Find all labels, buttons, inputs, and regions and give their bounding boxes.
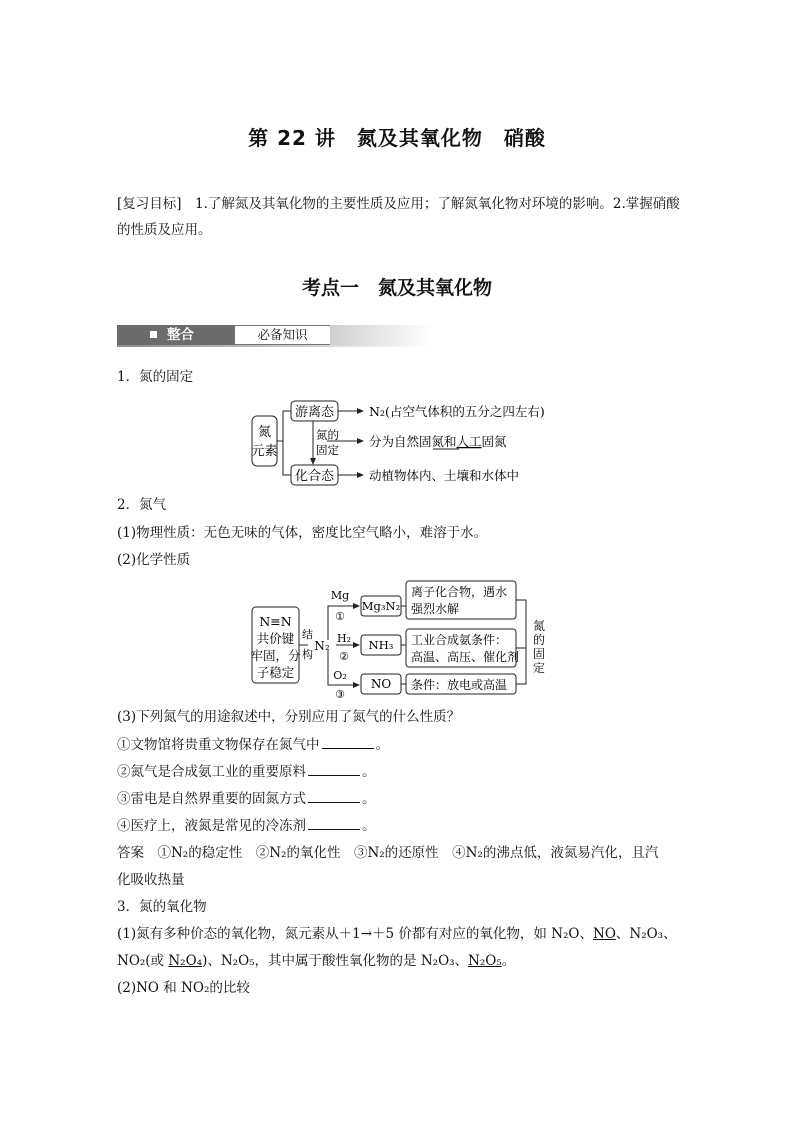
combined-state-label: 化合态 [294,469,335,484]
fixation-char-1: 氮 [532,619,546,633]
h2-reagent: H₂ [336,632,352,645]
fixation-char-4: 定 [532,661,546,675]
oxides-text-2b: )、N₂O₅，其中属于酸性氧化物的是 N₂O₃、 [202,953,469,969]
stability-line-3: 牢固，分 [250,648,301,663]
element-label-2: 元素 [251,444,278,459]
banner-right: 必备知识 [234,325,331,345]
answer-blank-2 [308,761,360,776]
answer-label: 答案 [117,845,144,861]
underlined-no: NO [593,926,616,942]
fixation-label-2: 固定 [316,443,339,457]
underlined-n2o5: N₂O₅ [468,953,502,969]
fixation-char-3: 固 [532,647,546,661]
fixation-bracket [516,600,526,684]
banner-fade [330,325,432,345]
heading-nitrogen-oxides: 3．氮的氧化物 [117,899,207,915]
objectives-label: [复习目标] [117,196,182,212]
chemical-properties-heading: (2)化学性质 [117,552,191,568]
oxides-text-2a: NO₂(或 [117,953,169,969]
note2-line-2: 高温、高压、催化剂 [411,650,520,664]
element-label-1: 氮 [257,425,272,440]
no-no2-comparison-heading: (2)NO 和 NO₂的比较 [117,980,250,996]
question-intro: (3)下列氮气的用途叙述中，分别应用了氮气的什么性质？ [117,709,461,725]
objectives-text: 1.了解氮及其氧化物的主要性质及应用；了解氮氧化物对环境的影响。2.掌握硝酸的性质及应用。 [117,196,680,238]
period: 。 [362,764,376,780]
question-2-text: ②氮气是合成氨工业的重要原料 [117,764,306,780]
reaction-2-marker: ② [339,650,349,663]
oxides-paragraph-2 [117,950,515,972]
answer-blank-4 [308,815,360,830]
period: 。 [375,737,389,753]
reaction-3-marker: ③ [335,688,345,700]
note2-line-1: 工业合成氨条件： [411,633,508,647]
question-1 [117,734,389,756]
chemical-properties-diagram [246,576,556,700]
underlined-n2o4: N₂O₄ [168,953,203,969]
section-title: 考点一 氮及其氧化物 [301,277,492,299]
fixation-label-1: 氮的 [316,428,339,442]
stability-line-1: N≡N [259,614,292,629]
question-4 [117,815,376,837]
question-1-text: ①文物馆将贵重文物保存在氮气中 [117,737,320,753]
answer-line-1 [117,842,658,864]
oxides-paragraph-1 [117,923,677,945]
note3-label: 条件：放电或高温 [411,678,508,692]
period: 。 [362,791,376,807]
question-4-text: ④医疗上，液氮是常见的冷冻剂 [117,818,306,834]
nh3-label: NH₃ [368,638,394,652]
question-2 [117,761,376,783]
structure-label-2: 构 [302,648,313,661]
oxides-text-1a: (1)氮有多种价态的氧化物，氮元素从＋1→＋5 价都有对应的氧化物，如 N₂O、 [117,926,593,942]
answer-text-1: ①N₂的稳定性 ②N₂的氧化性 ③N₂的还原性 ④N₂的沸点低，液氮易汽化，且汽 [144,845,659,861]
section-banner [117,325,432,347]
nitrogen-fixation-diagram [245,393,565,489]
question-3-text: ③雷电是自然界重要的固氮方式 [117,791,306,807]
no-label: NO [370,677,392,691]
o2-reagent: O₂ [333,669,347,682]
answer-blank-1 [322,734,374,749]
reaction-1-marker: ① [335,610,345,623]
answer-blank-3 [308,788,360,803]
question-3 [117,788,376,810]
fixation-note-post: 固氮 [481,434,507,449]
note1-line-2: 强烈水解 [411,602,460,616]
period: 。 [362,818,376,834]
mg-reagent: Mg [330,589,350,602]
free-state-label: 游离态 [294,405,335,420]
note1-line-1: 离子化合物，遇水 [411,585,508,599]
fixation-note [369,434,507,449]
combined-state-note: 动植物体内、土壤和水体中 [369,468,520,483]
mg3n2-label: Mg₃N₂ [361,599,401,613]
page-title: 第 22 讲 氮及其氧化物 硝酸 [248,126,546,150]
structure-label-1: 结 [302,628,313,641]
answer-line-2: 化吸收热量 [117,872,185,888]
banner-left [117,325,234,345]
element-bracket [277,411,291,475]
fixation-note-underlined: 人工 [456,434,482,449]
physical-properties: (1)物理性质：无色无味的气体，密度比空气略小，难溶于水。 [117,525,488,541]
oxides-text-2c: 。 [501,953,516,969]
banner-underline [117,345,432,347]
heading-nitrogen-fixation: 1．氮的固定 [117,369,194,385]
review-objectives [117,191,682,243]
n2-label: N₂ [314,639,330,653]
oxides-text-1b: 、N₂O₃、 [615,926,677,942]
fixation-note-pre: 分为自然固氮和 [369,434,457,449]
stability-line-2: 共价键 [256,631,295,646]
banner-left-label: 整合 [167,327,194,343]
free-state-note: N₂(占空气体积的五分之四左右) [369,404,545,419]
stability-line-4: 子稳定 [256,665,295,680]
square-bullet-icon [150,331,157,338]
fixation-char-2: 的 [532,633,546,647]
heading-nitrogen-gas: 2．氮气 [117,497,167,513]
